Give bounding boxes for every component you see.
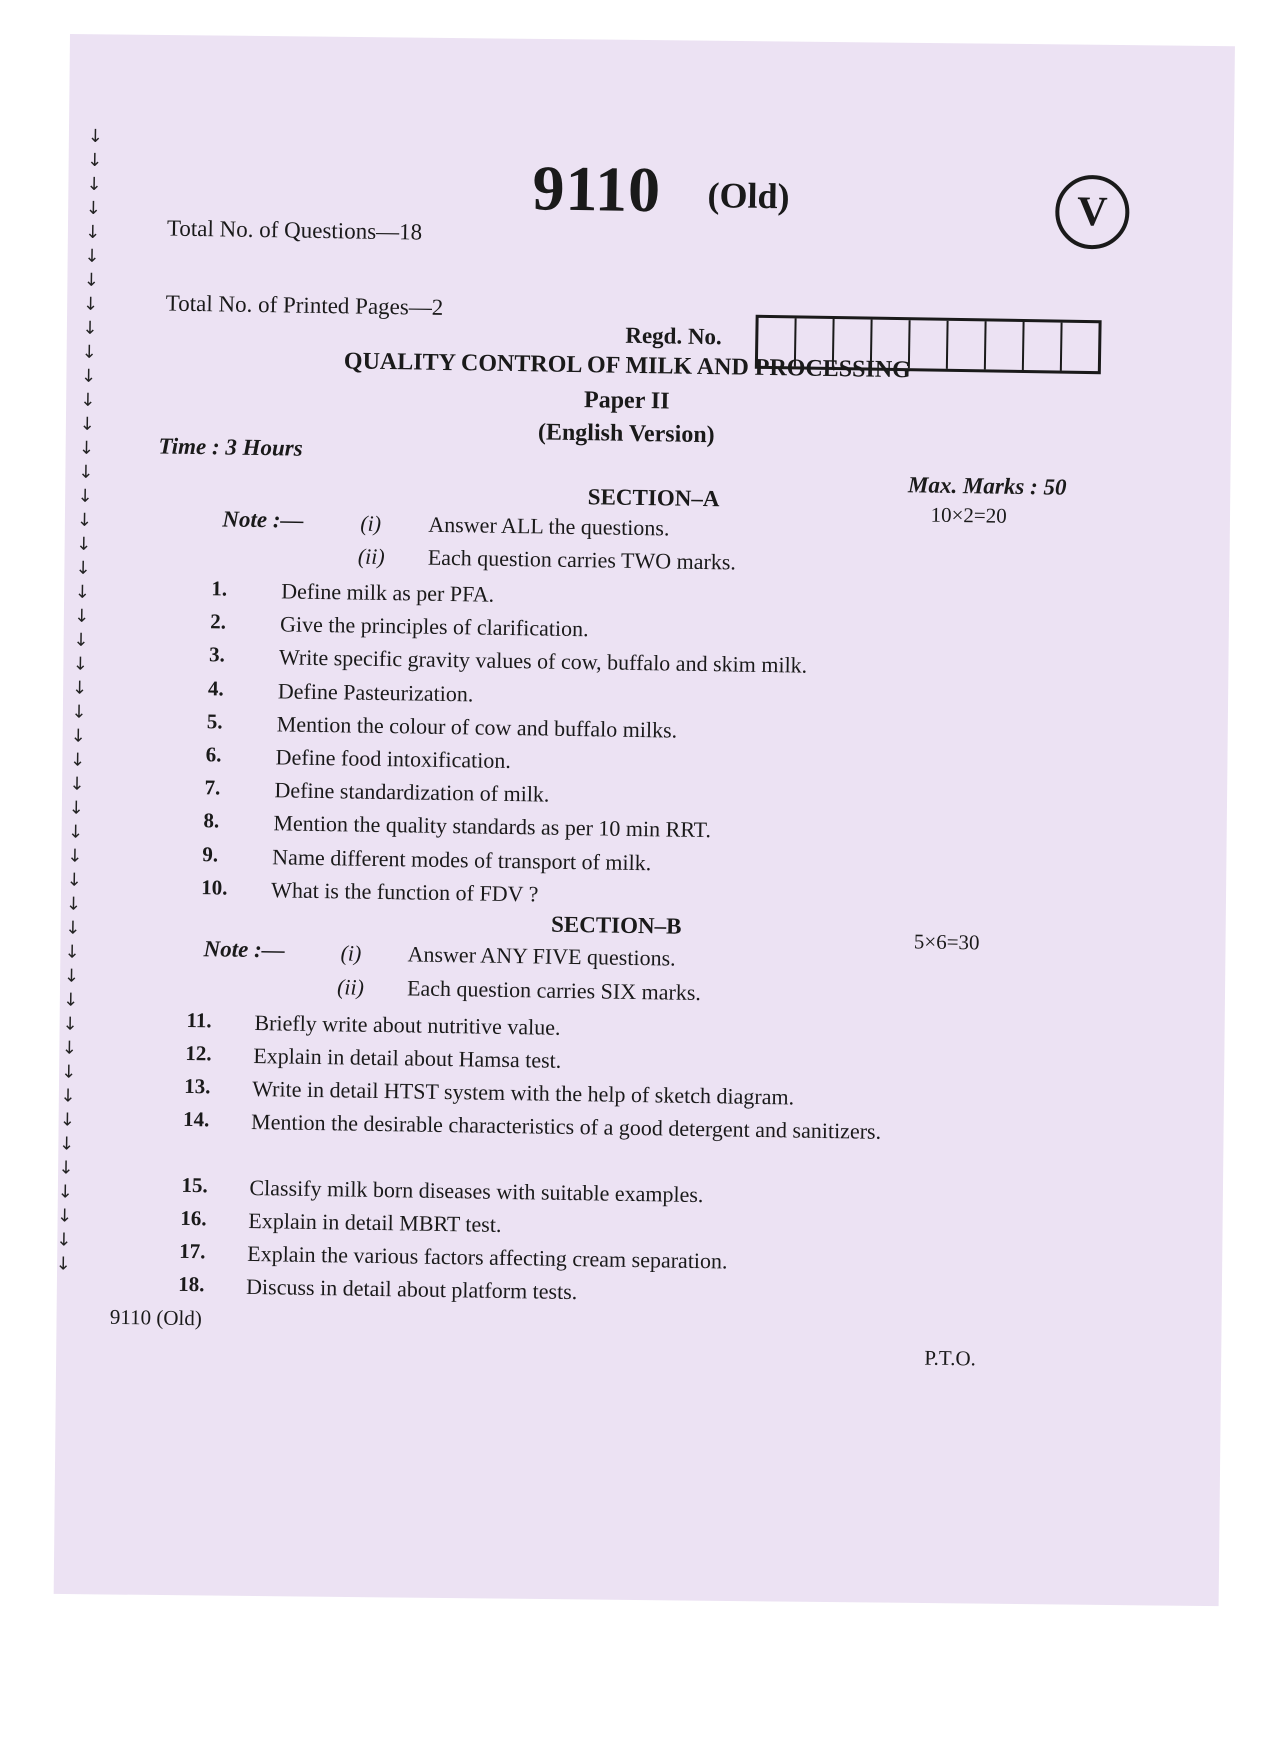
- margin-arrow-icon: ↓: [81, 341, 97, 363]
- question-number: 10.: [201, 874, 228, 900]
- margin-arrow-icon: ↓: [64, 941, 80, 963]
- margin-arrow-icon: ↓: [58, 1133, 75, 1155]
- question-number: 1.: [211, 576, 228, 601]
- margin-arrow-icon: ↓: [82, 293, 99, 316]
- question-number: 18.: [177, 1271, 205, 1297]
- question-text: Briefly write about nutritive value.: [254, 1010, 561, 1040]
- paper-number: Paper II: [583, 387, 670, 415]
- section-a-title: SECTION–A: [587, 484, 720, 512]
- margin-arrow-icon: ↓: [71, 677, 88, 699]
- question-text: Mention the desirable characteristics of a good detergent and sanitizers.: [250, 1108, 882, 1144]
- margin-arrow-icon: ↓: [74, 581, 91, 603]
- question-number: 11.: [186, 1007, 212, 1033]
- section-a-note-text: Each question carries TWO marks.: [427, 544, 737, 575]
- margin-arrow-icon: ↓: [65, 893, 82, 915]
- question-number: 16.: [180, 1205, 207, 1231]
- version-label: (English Version): [537, 419, 715, 449]
- question-text: Discuss in detail about platform tests.: [245, 1273, 578, 1305]
- version-badge: V: [1055, 175, 1130, 250]
- margin-arrow-icon: ↓: [78, 461, 94, 483]
- question-text: Classify milk born diseases with suitable examples.: [249, 1174, 704, 1208]
- margin-arrow-icon: ↓: [72, 653, 89, 675]
- question-text: Mention the quality standards as per 10 min RRT.: [273, 810, 712, 843]
- max-marks: Max. Marks : 50: [907, 472, 1067, 500]
- section-a-note-label: Note :—: [222, 506, 304, 533]
- margin-arrow-icon: ↓: [67, 845, 83, 867]
- question-number: 12.: [185, 1040, 212, 1066]
- regd-label: Regd. No.: [625, 322, 723, 350]
- paper-code: 9110: [532, 152, 662, 226]
- margin-arrow-icon: ↓: [80, 389, 96, 411]
- margin-arrow-icon: ↓: [78, 437, 95, 459]
- margin-arrow-icon: ↓: [55, 1253, 71, 1275]
- margin-arrow-icon: ↓: [84, 245, 100, 268]
- section-b-note-label: Note :—: [203, 936, 285, 963]
- margin-arrow-icon: ↓: [61, 1037, 78, 1059]
- section-b-title: SECTION–B: [550, 911, 682, 939]
- margin-arrow-icon: ↓: [63, 989, 79, 1011]
- question-text: Define milk as per PFA.: [281, 578, 495, 607]
- question-text: What is the function of FDV ?: [270, 877, 539, 907]
- please-turn-over: P.T.O.: [924, 1345, 977, 1371]
- margin-arrow-icon: ↓: [87, 149, 103, 172]
- total-pages: Total No. of Printed Pages—2: [165, 290, 444, 320]
- margin-arrow-icon: ↓: [77, 485, 93, 507]
- section-b-note-text: Each question carries SIX marks.: [406, 975, 702, 1006]
- question-text: Give the principles of clarification.: [279, 611, 589, 642]
- question-text: Define Pasteurization.: [277, 677, 474, 707]
- section-b-note-text: Answer ANY FIVE questions.: [407, 941, 676, 971]
- margin-arrow-icon: ↓: [76, 509, 93, 531]
- margin-arrow-icon: ↓: [60, 1085, 76, 1107]
- section-b-note-roman: (ii): [336, 974, 365, 1000]
- question-number: 17.: [179, 1238, 206, 1264]
- margin-arrow-icon: ↓: [69, 773, 85, 795]
- margin-arrow-icon: ↓: [83, 269, 100, 292]
- margin-arrow-icon: ↓: [65, 917, 81, 939]
- paper-code-suffix: (Old): [707, 175, 790, 217]
- question-text: Explain in detail MBRT test.: [248, 1207, 502, 1237]
- question-number: 4.: [207, 675, 224, 701]
- question-number: 7.: [204, 775, 221, 800]
- question-text: Explain in detail about Hamsa test.: [253, 1043, 562, 1073]
- margin-arrow-icon: ↓: [73, 629, 89, 651]
- question-text: Write specific gravity values of cow, buffalo and skim milk.: [278, 644, 808, 679]
- margin-arrow-icon: ↓: [75, 557, 91, 579]
- section-a-note-roman: (ii): [357, 543, 385, 570]
- question-number: 8.: [203, 808, 220, 833]
- section-b-marks: 5×6=30: [913, 929, 980, 955]
- question-number: 2.: [209, 609, 227, 634]
- total-questions: Total No. of Questions—18: [166, 215, 423, 245]
- margin-arrow-icon: ↓: [74, 605, 90, 627]
- margin-arrow-icon: ↓: [79, 413, 95, 435]
- question-text: Name different modes of transport of milk.: [272, 843, 652, 875]
- section-b-note-roman: (i): [340, 940, 362, 966]
- margin-arrow-icon: ↓: [86, 173, 102, 196]
- margin-arrow-icon: ↓: [58, 1157, 74, 1179]
- margin-arrow-icon: ↓: [67, 821, 84, 843]
- question-number: 14.: [182, 1106, 210, 1132]
- question-number: 15.: [181, 1172, 208, 1198]
- margin-arrow-icon: ↓: [59, 1109, 76, 1131]
- margin-arrow-icon: ↓: [61, 1061, 77, 1083]
- section-a-note-roman: (i): [360, 510, 382, 536]
- margin-arrow-icon: ↓: [87, 125, 104, 148]
- question-number: 9.: [202, 841, 219, 867]
- footer-paper-code: 9110 (Old): [109, 1304, 203, 1331]
- margin-arrow-icon: ↓: [85, 221, 101, 244]
- margin-arrow-icon: ↓: [63, 965, 80, 987]
- question-paper: [45, 34, 1234, 1612]
- margin-arrow-icon: ↓: [80, 365, 97, 387]
- question-text: Explain the various factors affecting cream separation.: [247, 1240, 728, 1274]
- margin-arrow-icon: ↓: [69, 749, 86, 771]
- margin-arrow-icon: ↓: [62, 1013, 78, 1035]
- section-a-note-text: Answer ALL the questions.: [428, 511, 670, 541]
- margin-arrow-icon: ↓: [56, 1205, 73, 1227]
- margin-arrow-icon: ↓: [68, 797, 84, 819]
- subject-title: QUALITY CONTROL OF MILK AND PROCESSING: [343, 348, 912, 384]
- question-number: 6.: [205, 742, 222, 767]
- margin-arrow-icon: ↓: [76, 533, 92, 555]
- margin-arrow-icon: ↓: [82, 317, 98, 339]
- question-number: 3.: [208, 642, 226, 667]
- margin-arrow-icon: ↓: [57, 1181, 73, 1203]
- margin-arrow-icon: ↓: [71, 701, 87, 723]
- margin-arrow-icon: ↓: [85, 197, 102, 220]
- question-text: Define food intoxification.: [275, 744, 512, 774]
- margin-arrow-icon: ↓: [56, 1229, 72, 1251]
- question-text: Mention the colour of cow and buffalo milks.: [276, 711, 678, 743]
- margin-arrow-icon: ↓: [70, 725, 86, 747]
- question-text: Define standardization of milk.: [274, 777, 550, 807]
- section-a-marks: 10×2=20: [930, 502, 1007, 528]
- margin-arrow-icon: ↓: [66, 869, 82, 891]
- time-allowed: Time : 3 Hours: [158, 433, 303, 461]
- question-text: Write in detail HTST system with the help of sketch diagram.: [252, 1075, 795, 1110]
- question-number: 5.: [206, 709, 223, 734]
- question-number: 13.: [184, 1073, 211, 1099]
